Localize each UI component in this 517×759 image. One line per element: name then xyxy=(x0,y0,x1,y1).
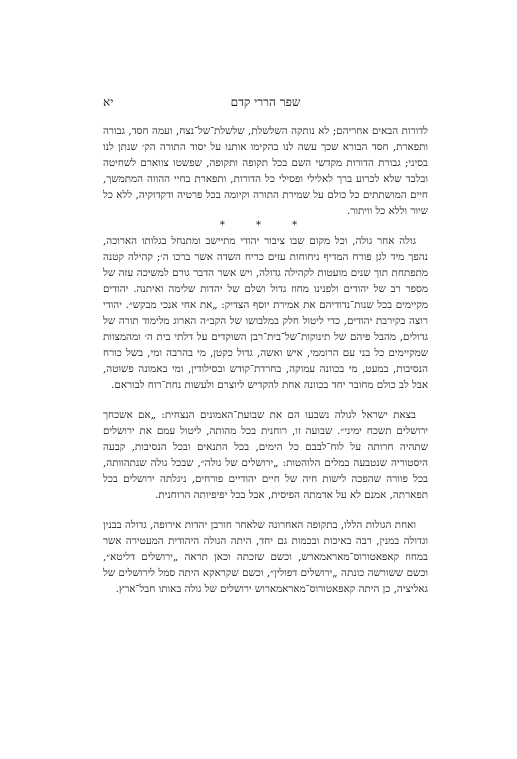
running-title: שפר הררי קדם xyxy=(230,95,301,109)
paragraph-exile: גולה אחר גולה, וכל מקום שבו ציבור יהודי מתיישב ומתנחל בגלותו הארוכה, נהפך מיד לגן פורח המדיף ניחוחות עזים כריח השדה אשר ברכו ה׳; קהילה קטנה מתפתחת תוך שנים מועטות לקהילה גדולה, ויש אשר הדבר גורם למשיכה עזה של מספר רב של יהודים ולפנינו מחוז גדול ושלם של יהדות שלימה ואיתנה. יהודים מקיימים בכל שנות־נדודיהם את אמירת יוסף הצדיק: „את אחי אנכי מבקש״. יהודי רוצה בקירבת יהודים, כדי ליטול חלק במלבושו של הקב״ה הארוג מלימוד תורה של גדולים, מהבל פיהם של תינוקות־של־בית־רבן השוקדים על דלתי בית ה׳ ומהמצוות שמקיימים כל בני עם הרוממי, איש ואשה, גדול כקטן, מי בהרבה ומי, בשל כורח הנסיבות, במעט, מי בכוונה עמוקה, בחרדת־קודש ובסילודין, ומי באמונה פשוטה, אבל לב כולם מחובר יחד בכוונה אחת להקדיש ליוצרם ולעשות נחת־רוח לבוראם. xyxy=(103,235,428,391)
page-number: יא xyxy=(103,95,114,109)
paragraph-maramures: ואחת הגולות הללו, בתקופה האחרונה שלאחר חורבן יהדות אירופה, גדולה בבנין וגדולה במנין, רבה באיכות ובכמות גם יחד, היתה הגולה היהודית המעטירה אשר במחוז קאפאטורוס־מאראמארש, וכשם שזכתה וכאן תראה „ירושלים דליטא״, וכשם ששורשה כונתה „ירושלים דפולין״, וכשם שקראקא היתה סמל לירושלים של גאליציה, כן היתה קאפאטורוס־מאראמארוש ירושלים של גולה באותו חבל־ארץ. xyxy=(103,519,428,595)
paragraph-gap xyxy=(103,393,428,407)
book-page xyxy=(103,95,428,715)
paragraph-oath: בצאת ישראל לגולה נשבעו הם את שבועת־האמונים הנצחית: „אם אשכחך ירושלים תשכח ימיני״. שבועה זו, רוחנית בכל מהותה, ליטול עמם את ירושלים שתהיה חרותה על לוח־לבבם כל הימים, בכל התנאים ובכל הנסיבות, קבעה היסטוריה שנטבעה במלים הלוהטות: „ירושלים של גולה״, שבכל גולה שנתהוותה, בכל פוורה שהפכה לישות חיה של חיים יהודיים פורחים, ניגלתה ירושלים בכל תפארתה, אמנם לא על אדמתה הפיסית, אבל בכל יפיפיותה הרוחנית. xyxy=(103,409,428,501)
paragraph-continuation: לדורות הבאים אחריהם; לא נותקה השלשלת, שלשלת־של־נצח, ועמה חסד, גבורה ותפארת, חסד הבורא שכך עשה לנו בהקימו אותנו על יסוד התורה הק׳ שנתן לנו בסיני; גבורת הדורות מקדשי השם בכל תקופה ותקופה, שפשטו צווארם לשחיטה ובלבד שלא לכרוע ברך לאלילי ופסילי כל הדורות, ותפארת בחיי ההווה המתמשך, חיים המושתתים כל כולם על שמירת התורה וקיומה בכל פרטיה ודקדוקיה, ללא כל שיור וללא כל וויתור. xyxy=(103,125,428,217)
section-separator: * * * xyxy=(219,220,312,231)
paragraph-gap xyxy=(103,503,428,517)
running-head xyxy=(103,95,428,110)
